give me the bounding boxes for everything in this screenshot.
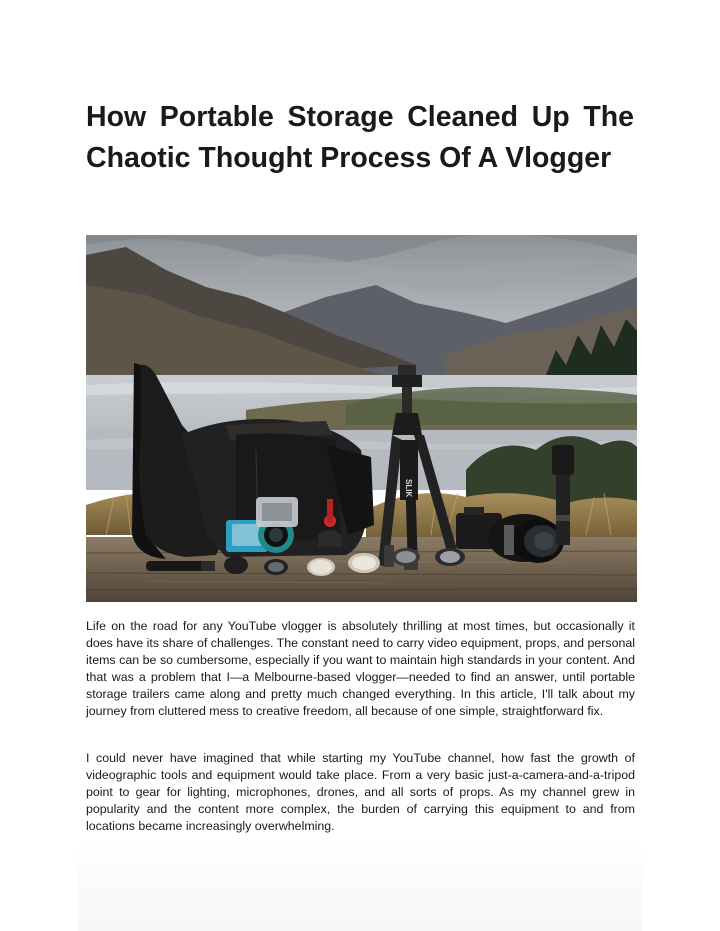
- article-title: How Portable Storage Cleaned Up The Chaotic Thought Process Of A Vlogger: [86, 101, 634, 174]
- tripod-brand-label: SLIK: [404, 479, 413, 498]
- article-paragraph: Life on the road for any YouTube vlogger is absolutely thrilling at most times, but occasionally it does have its share of challenges. The constant need to carry video equipment, props, and personal items can be so cumbersome, especially if you want to maintain high standards in your content. And that was a problem that I—a Melbourne-based vlogger—needed to find an answer, until portable storage trailers came along and pretty much changed everything. In this article, I'll talk about my journey from cluttered mess to creative freedom, all because of one simple, straightforward fix.: [86, 619, 635, 718]
- article-paragraph: I could never have imagined that while starting my YouTube channel, how fast the growth of videographic tools and equipment would take place. From a very basic just-a-camera-and-a-tripod point to gear for lighting, microphones, drones, and all sorts of props. As my channel grew in popularity and the content more complex, the burden of carrying this equipment to and from locations became increasingly overwhelming.: [86, 751, 635, 833]
- article-photo: [86, 235, 637, 602]
- page-fade-overlay: [78, 838, 642, 931]
